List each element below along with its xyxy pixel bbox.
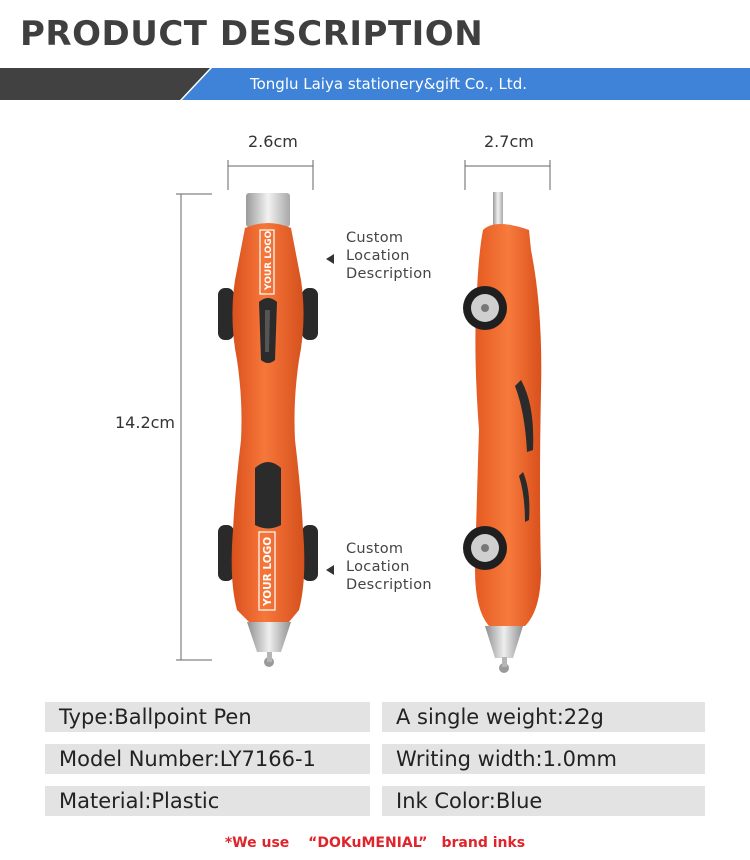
height-label: 14.2cm: [115, 413, 176, 432]
pen-front-view: [215, 190, 325, 680]
side-width-label: 2.7cm: [484, 132, 534, 151]
page-title: PRODUCT DESCRIPTION: [20, 14, 484, 54]
annotation-bottom: Custom Location Description: [346, 541, 432, 593]
spec-material: Material:Plastic: [45, 786, 370, 816]
spec-weight: A single weight:22g: [382, 702, 705, 732]
annotation-arrow-bottom: [326, 565, 334, 575]
spec-model-number: Model Number:LY7166-1: [45, 744, 370, 774]
pen-side-view: [455, 190, 565, 680]
logo-text-top: YOUR LOGO: [264, 230, 274, 290]
company-name: Tonglu Laiya stationery&gift Co., Ltd.: [250, 75, 527, 93]
annotation-arrow-top: [326, 254, 334, 264]
spec-writing-width: Writing width:1.0mm: [382, 744, 705, 774]
spec-type: Type:Ballpoint Pen: [45, 702, 370, 732]
annotation-top: Custom Location Description: [346, 230, 432, 282]
ink-brand-note: *We use “DOKuMENIAL” brand inks: [224, 835, 526, 851]
spec-ink-color: Ink Color:Blue: [382, 786, 705, 816]
logo-text-bottom: YOUR LOGO: [262, 536, 274, 606]
front-width-label: 2.6cm: [248, 132, 298, 151]
